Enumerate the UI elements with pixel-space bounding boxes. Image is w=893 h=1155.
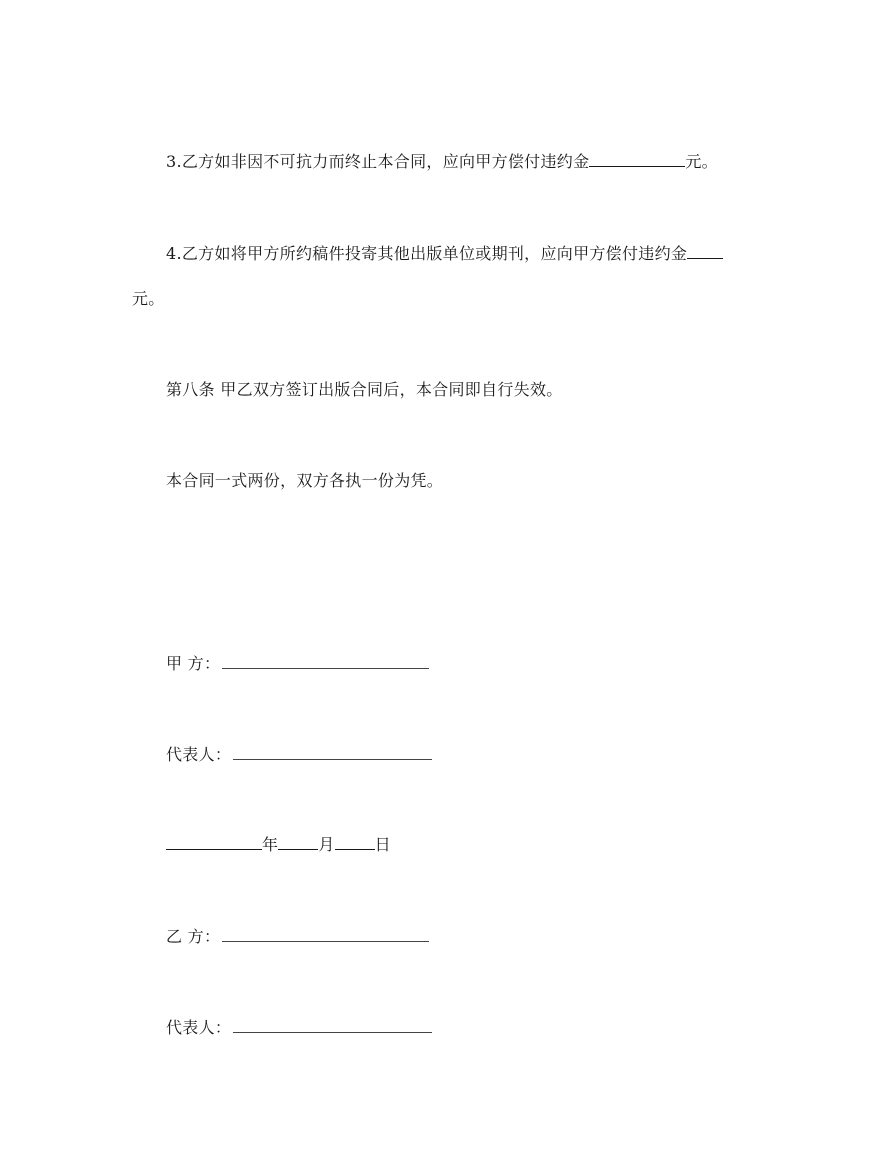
month-label: 月: [318, 835, 335, 854]
clause-4-text: 4.乙方如将甲方所约稿件投寄其他出版单位或期刊，应向甲方偿付违约金: [166, 244, 688, 263]
article-8-text: 第八条 甲乙双方签订出版合同后，本合同即自行失效。: [166, 380, 563, 399]
party-b-signature-line[interactable]: [222, 926, 429, 942]
year-label: 年: [262, 835, 279, 854]
party-a-row: [166, 653, 429, 674]
day-blank[interactable]: [335, 835, 375, 850]
party-b-row: [166, 926, 429, 947]
copies-statement: [166, 471, 443, 491]
article-8: [166, 380, 563, 400]
rep-b-label: 代表人：: [166, 1018, 232, 1037]
year-blank[interactable]: [166, 835, 262, 850]
rep-a-label: 代表人：: [166, 745, 232, 764]
rep-a-row: [166, 744, 432, 765]
date-row: [166, 835, 391, 855]
penalty-amount-blank-2[interactable]: [687, 244, 723, 259]
penalty-amount-blank-1[interactable]: [589, 152, 685, 167]
month-blank[interactable]: [278, 835, 318, 850]
party-b-label: 乙 方：: [166, 927, 221, 946]
clause-4-continuation: [132, 289, 165, 309]
clause-3-suffix: 元。: [685, 152, 718, 171]
party-a-signature-line[interactable]: [222, 653, 429, 669]
clause-4-suffix: 元。: [132, 289, 165, 308]
clause-3-text: 3.乙方如非因不可抗力而终止本合同，应向甲方偿付违约金: [166, 152, 590, 171]
rep-a-signature-line[interactable]: [233, 744, 432, 760]
day-label: 日: [374, 835, 391, 854]
party-a-label: 甲 方：: [166, 654, 221, 673]
clause-3: [166, 152, 718, 172]
rep-b-row: [166, 1017, 432, 1038]
copies-text: 本合同一式两份，双方各执一份为凭。: [166, 471, 444, 490]
rep-b-signature-line[interactable]: [233, 1017, 432, 1033]
clause-4: [166, 244, 723, 264]
